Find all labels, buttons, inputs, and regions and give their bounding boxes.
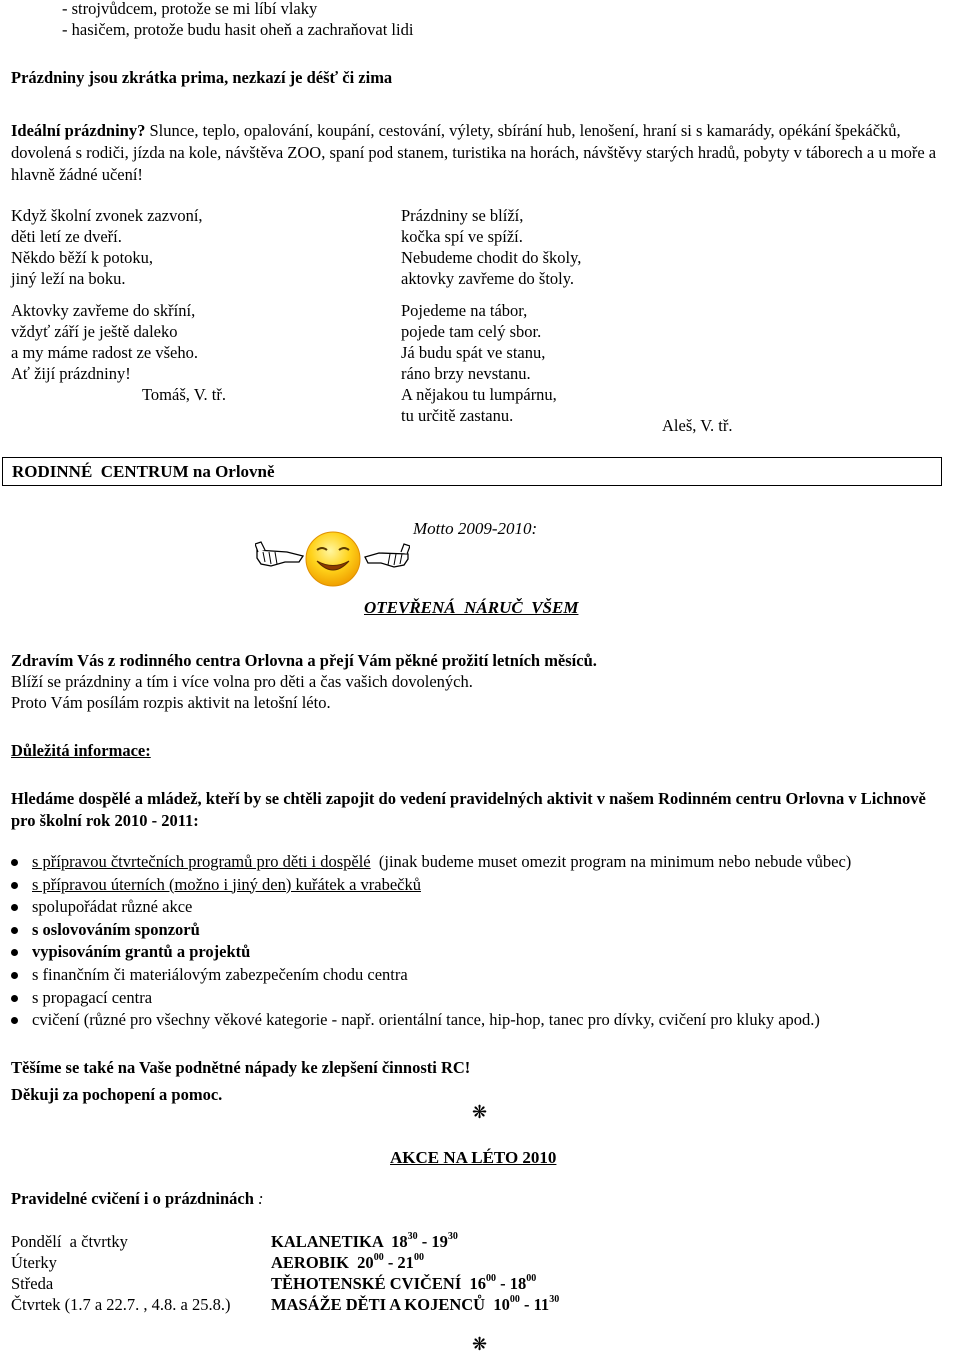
poem-right-line: Prázdniny se blíží, — [401, 206, 524, 225]
poem-right-line: Pojedeme na tábor, — [401, 301, 528, 320]
schedule-day: Pondělí a čtvrtky — [11, 1232, 128, 1251]
list-item — [11, 987, 956, 1010]
important-text: Hledáme dospělé a mládež, kteří by se chtěli zapojit do vedení pravidelných aktivit v našem Rodinném centru Orlovna v Lichnově pro školní rok 2010 - 2011: — [11, 789, 926, 830]
activity-name: KALANETIKA 18 — [271, 1232, 408, 1251]
greeting-bold: Zdravím Vás z rodinného centra Orlovna a přejí Vám pěkné prožití letních měsíců. — [11, 651, 597, 670]
list-item-text: s propagací centra — [32, 987, 153, 1007]
list-item-text: s finančním či materiálovým zabezpečením chodu centra — [32, 964, 408, 984]
poem-right-author: Aleš, V. tř. — [662, 416, 733, 435]
activity-end: - 19 — [417, 1232, 448, 1251]
top-line-1: - strojvůdcem, protože se mi líbí vlaky — [62, 0, 318, 18]
list-item-rest: (jinak budeme muset omezit program na minimum nebo nebude vůbec) — [370, 852, 852, 871]
schedule-day: Úterky — [11, 1253, 57, 1272]
stanza-gap — [401, 289, 581, 300]
schedule-row — [11, 1273, 911, 1294]
list-item — [11, 964, 956, 987]
poem-right — [401, 205, 581, 426]
schedule-activity — [271, 1294, 559, 1315]
list-item-text: spolupořádat různé akce — [32, 897, 193, 917]
schedule-row — [11, 1252, 911, 1273]
motto-label: Motto 2009-2010: — [413, 519, 538, 538]
activity-end: - 18 — [496, 1274, 527, 1293]
time-minutes: 30 — [447, 1231, 458, 1242]
time-minutes: 00 — [486, 1273, 497, 1284]
schedule-row — [11, 1231, 911, 1252]
poem-left-line: děti letí ze dveří. — [11, 227, 122, 246]
bullet-icon — [11, 927, 18, 934]
schedule-activity — [271, 1231, 458, 1252]
schedule-heading-colon: : — [253, 1189, 264, 1208]
bullet-icon — [11, 1017, 18, 1024]
poem-right-line: kočka spí ve spíží. — [401, 227, 523, 246]
poem-left — [11, 205, 226, 405]
poem-left-line: jiný leží na boku. — [11, 269, 126, 288]
poem-right-line: tu určitě zastanu. — [401, 406, 514, 425]
greeting-line-2: Blíží se prázdniny a tím i více volna pro děti a čas vašich dovolených. — [11, 672, 473, 691]
poem-right-line: aktovky zavřeme do štoly. — [401, 269, 575, 288]
bullet-icon — [11, 859, 18, 866]
bullet-icon — [11, 972, 18, 979]
poem-left-line: vždyť září je ještě daleko — [11, 322, 178, 341]
smiley-hug-illustration — [255, 530, 410, 588]
list-item — [11, 941, 956, 964]
time-minutes: 30 — [407, 1231, 418, 1242]
schedule-activity — [271, 1252, 424, 1273]
section-title-box — [2, 457, 942, 486]
poem-left-line: Ať žijí prázdniny! — [11, 364, 131, 383]
poem-left-line: Aktovky zavřeme do skříní, — [11, 301, 196, 320]
list-item — [11, 919, 956, 942]
list-item-bold: s oslovováním sponzorů — [32, 919, 200, 939]
poem-left-line: Když školní zvonek zazvoní, — [11, 206, 203, 225]
akce-title: AKCE NA LÉTO 2010 — [390, 1148, 557, 1167]
list-item-bold: vypisováním grantů a projektů — [32, 942, 251, 962]
activities-list — [11, 851, 956, 1032]
activity-name: AEROBIK 20 — [271, 1253, 374, 1272]
ornament-icon: ❋ — [472, 1334, 488, 1354]
greeting-line-3: Proto Vám posílám rozpis aktivit na letošní léto. — [11, 693, 331, 712]
poem-right-line: A nějakou tu lumpárnu, — [401, 385, 557, 404]
poem-right-line: Nebudeme chodit do školy, — [401, 248, 582, 267]
bullet-icon — [11, 904, 18, 911]
poem-left-author: Tomáš, V. tř. — [142, 385, 226, 404]
activity-name: MASÁŽE DĚTI A KOJENCŮ 10 — [271, 1295, 510, 1314]
time-minutes: 00 — [413, 1252, 424, 1263]
list-item-text: cvičení (různé pro všechny věkové kategorie - např. orientální tance, hip-hop, tanec pro dívky, cvičení pro kluky apod.) — [32, 1010, 820, 1030]
top-line-2: - hasičem, protože budu hasit oheň a zachraňovat lidi — [62, 20, 414, 39]
stanza-gap — [11, 289, 226, 300]
schedule-activity — [271, 1273, 536, 1294]
time-minutes: 00 — [509, 1294, 520, 1305]
closing-line-1: Těšíme se také na Vaše podnětné nápady ke zlepšení činnosti RC! — [11, 1058, 471, 1077]
bullet-icon — [11, 995, 18, 1002]
poem-left-line: Někdo běží k potoku, — [11, 248, 154, 267]
bullet-icon — [11, 882, 18, 889]
prazdniny-statement: Prázdniny jsou zkrátka prima, nezkazí je déšť či zima — [11, 68, 393, 87]
section-title: RODINNÉ CENTRUM na Orlovně — [12, 462, 275, 481]
activity-end: - 11 — [519, 1295, 550, 1314]
schedule-day: Středa — [11, 1274, 54, 1293]
closing-line-2: Děkuji za pochopení a pomoc. — [11, 1085, 223, 1104]
important-heading: Důležitá informace: — [11, 741, 151, 760]
schedule-row — [11, 1294, 911, 1315]
motto-slogan: OTEVŘENÁ NÁRUČ VŠEM — [364, 598, 579, 617]
time-minutes: 30 — [549, 1294, 560, 1305]
activity-end: - 21 — [383, 1253, 414, 1272]
ornament-icon: ❋ — [472, 1102, 488, 1122]
list-item — [11, 896, 956, 919]
list-item-underlined: s přípravou úterních (možno i jiný den) kuřátek a vrabečků — [32, 874, 421, 894]
schedule-heading — [11, 1188, 264, 1209]
schedule-heading-text: Pravidelné cvičení i o prázdninách — [11, 1189, 254, 1208]
schedule-day: Čtvrtek (1.7 a 22.7. , 4.8. a 25.8.) — [11, 1295, 231, 1314]
poem-left-line: a my máme radost ze všeho. — [11, 343, 198, 362]
list-item — [11, 874, 956, 897]
idealni-paragraph — [11, 120, 951, 186]
idealni-text: Slunce, teplo, opalování, koupání, cestování, výlety, sbírání hub, lenošení, hraní si s kamarády, opékání špekáčků, dovolená s rodiči, jízda na kole, návštěva ZOO, spaní pod stanem, turistika na horách, návštěvy starých hradů, pobyty v táborech a u moře a hlavně žádné učení! — [11, 121, 937, 184]
list-item-underlined: s přípravou čtvrtečních programů pro děti i dospělé — [32, 852, 371, 871]
list-item — [11, 1009, 956, 1032]
idealni-lead: Ideální prázdniny? — [11, 121, 146, 140]
time-minutes: 00 — [373, 1252, 384, 1263]
time-minutes: 00 — [526, 1273, 537, 1284]
poem-right-line: Já budu spát ve stanu, — [401, 343, 546, 362]
bullet-icon — [11, 949, 18, 956]
poem-right-line: pojede tam celý sbor. — [401, 322, 542, 341]
list-item — [11, 851, 956, 874]
poem-right-line: ráno brzy nevstanu. — [401, 364, 531, 383]
activity-name: TĚHOTENSKÉ CVIČENÍ 16 — [271, 1274, 487, 1293]
